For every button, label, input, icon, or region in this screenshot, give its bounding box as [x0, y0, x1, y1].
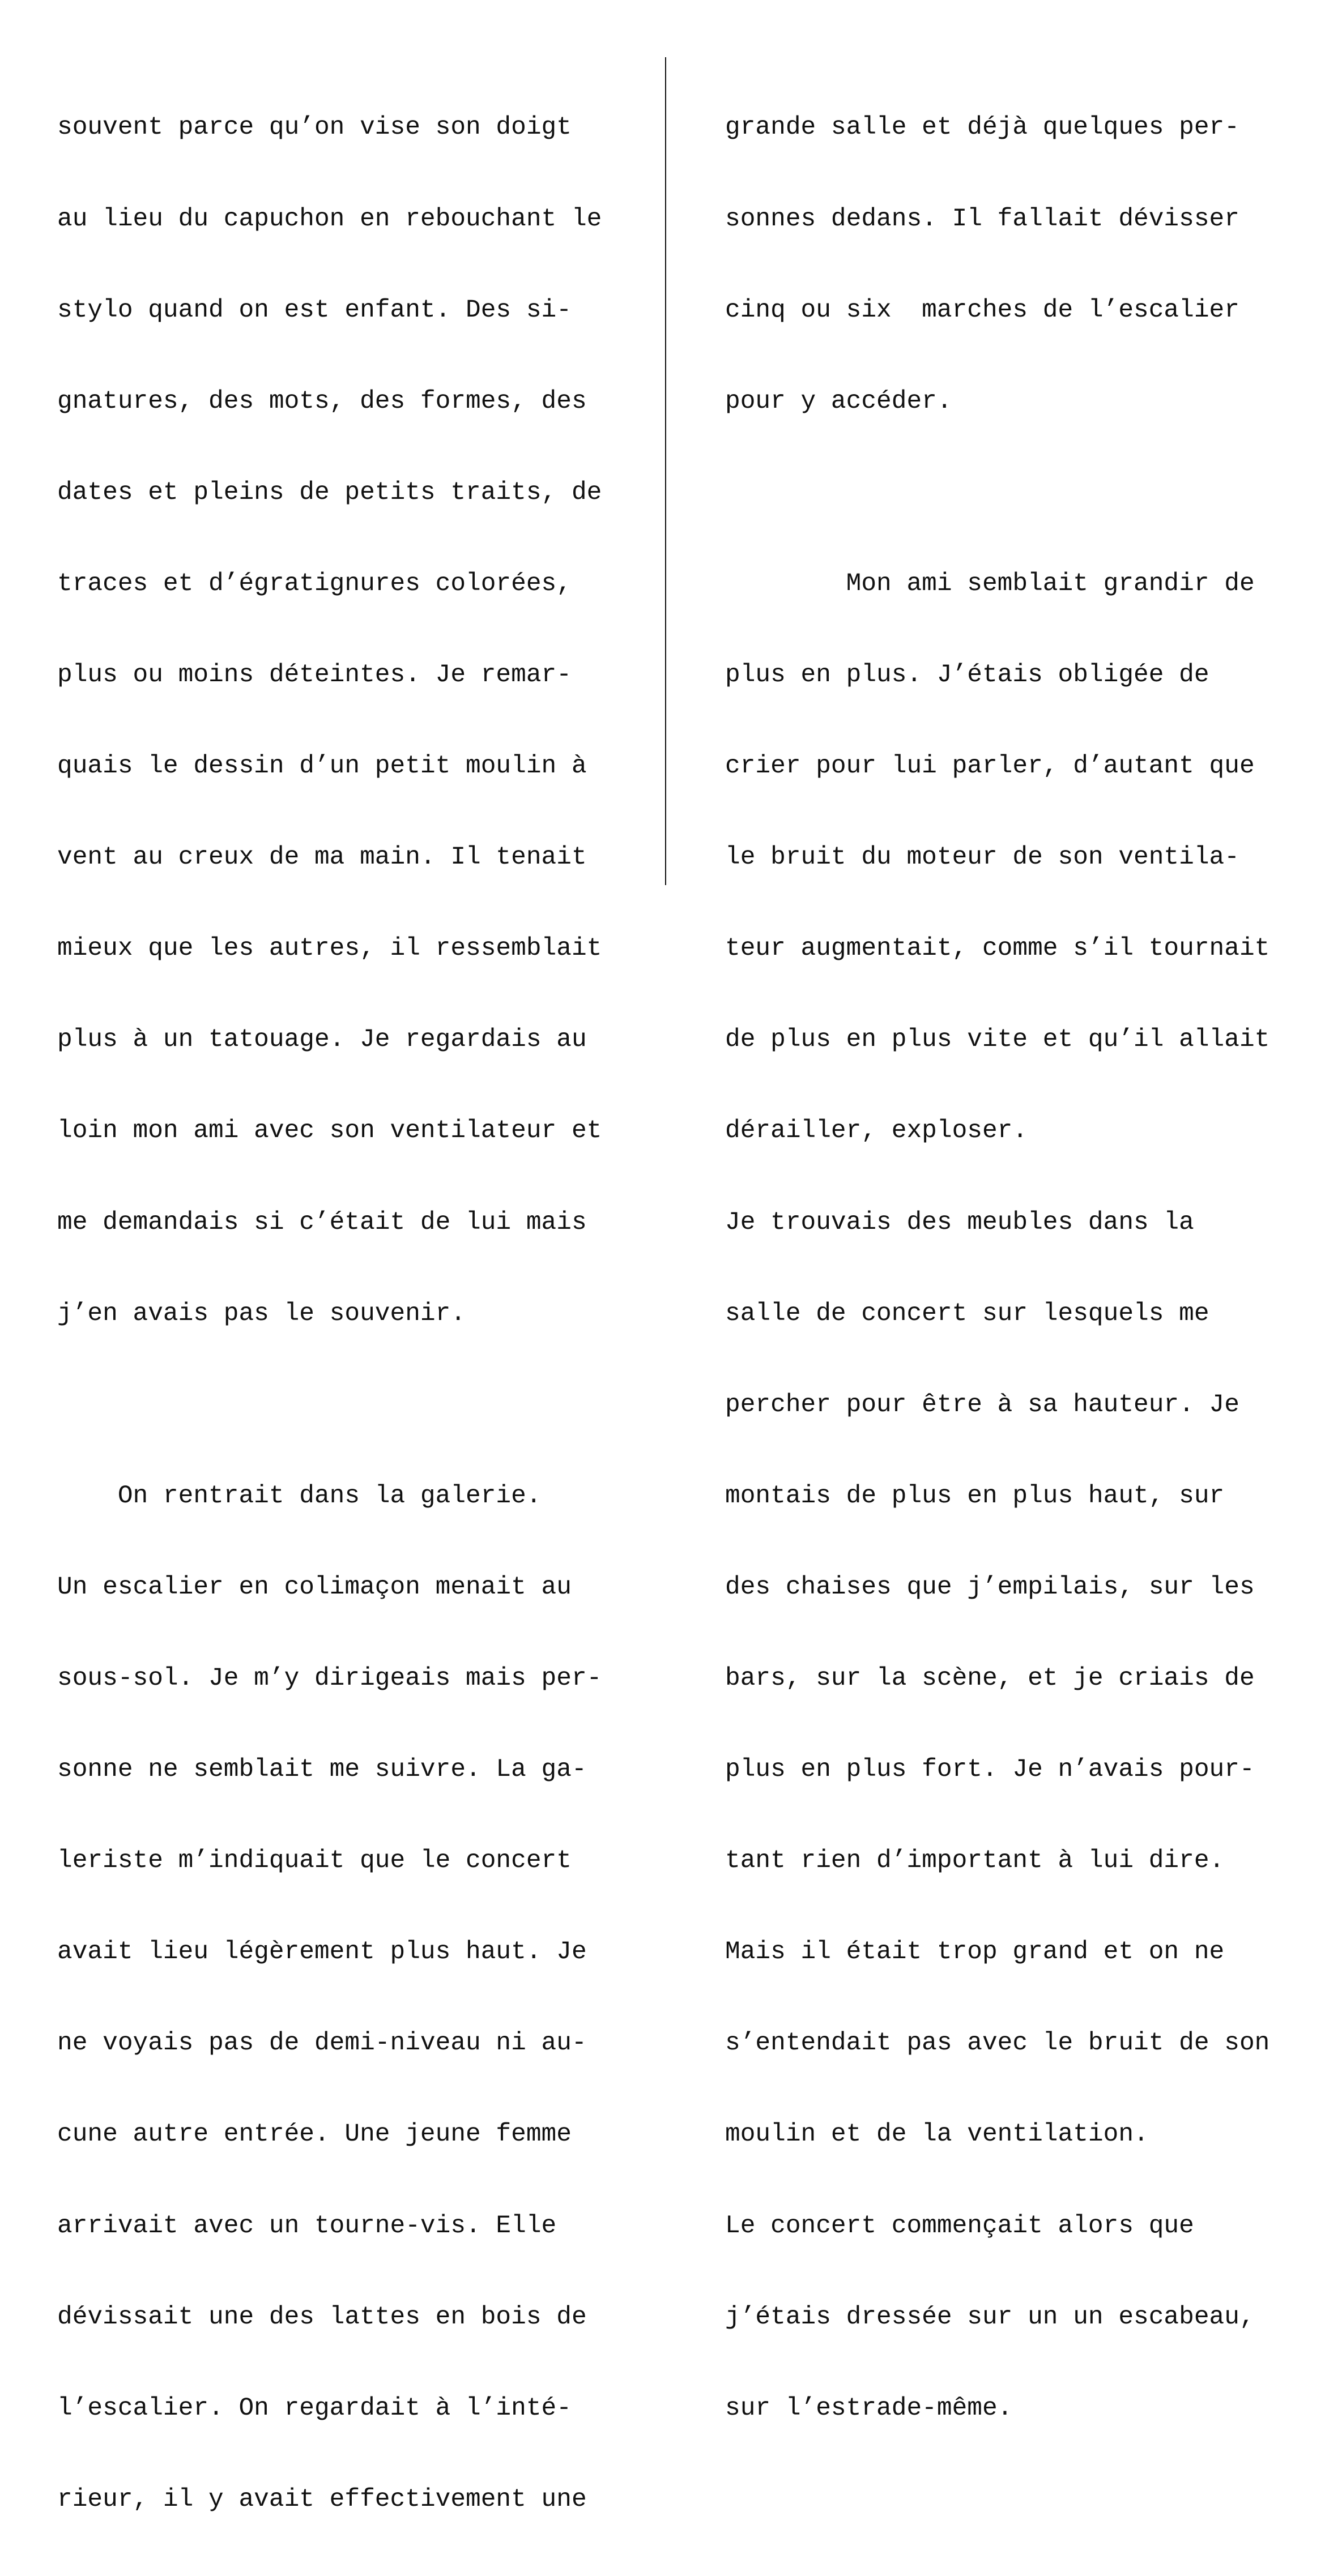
- text-line: quais le dessin d’un petit moulin à: [57, 752, 587, 781]
- text-line: le bruit du moteur de son ventila-: [725, 843, 1239, 872]
- text-line: des chaises que j’empilais, sur les: [725, 1573, 1255, 1601]
- text-line: traces et d’égratignures colorées,: [57, 569, 572, 598]
- text-line: On rentrait dans la galerie.: [57, 1481, 542, 1510]
- text-line: sonnes dedans. Il fallait dévisser: [725, 204, 1239, 233]
- text-line: pour y accéder.: [725, 387, 952, 416]
- text-line: rieur, il y avait effectivement une: [57, 2485, 587, 2514]
- text-line: s’entendait pas avec le bruit de son: [725, 2029, 1270, 2058]
- text-line: cinq ou six marches de l’escalier: [725, 296, 1239, 324]
- text-line: de plus en plus vite et qu’il allait: [725, 1026, 1270, 1054]
- text-line: j’en avais pas le souvenir.: [57, 1299, 466, 1328]
- text-line: teur augmentait, comme s’il tournait: [725, 934, 1270, 963]
- text-line: j’étais dressée sur un un escabeau,: [725, 2302, 1255, 2331]
- text-line: dates et pleins de petits traits, de: [57, 478, 602, 507]
- text-line: Mais il était trop grand et on ne: [725, 1938, 1225, 1967]
- text-line: loin mon ami avec son ventilateur et: [57, 1117, 602, 1146]
- text-line: Mon ami semblait grandir de: [725, 569, 1255, 598]
- text-line: dérailler, exploser.: [725, 1117, 1028, 1146]
- text-line: souvent parce qu’on vise son doigt: [57, 113, 572, 142]
- text-line: cune autre entrée. Une jeune femme: [57, 2120, 572, 2149]
- text-line: plus en plus. J’étais obligée de: [725, 660, 1209, 689]
- text-line: bars, sur la scène, et je criais de: [725, 1664, 1255, 1693]
- text-line: plus en plus fort. Je n’avais pour-: [725, 1755, 1255, 1784]
- text-line: vent au creux de ma main. Il tenait: [57, 843, 587, 872]
- column-divider: [665, 57, 666, 885]
- paragraph-gap: [725, 478, 1269, 509]
- text-line: percher pour être à sa hauteur. Je: [725, 1390, 1239, 1419]
- text-line: me demandais si c’était de lui mais: [57, 1208, 587, 1237]
- text-line: salle de concert sur lesquels me: [725, 1299, 1209, 1328]
- text-line: gnatures, des mots, des formes, des: [57, 387, 587, 416]
- text-line: montais de plus en plus haut, sur: [725, 1481, 1225, 1510]
- text-line: avait lieu légèrement plus haut. Je: [57, 1938, 587, 1967]
- text-line: au lieu du capuchon en rebouchant le: [57, 204, 602, 233]
- text-line: Un escalier en colimaçon menait au: [57, 1573, 572, 1601]
- right-page-text: [725, 52, 1269, 2485]
- text-line: moulin et de la ventilation.: [725, 2120, 1149, 2149]
- text-line: sonne ne semblait me suivre. La ga-: [57, 1755, 587, 1784]
- text-line: Le concert commençait alors que: [725, 2211, 1194, 2240]
- text-line: arrivait avec un tourne-vis. Elle: [57, 2211, 557, 2240]
- text-line: plus à un tatouage. Je regardais au: [57, 1026, 587, 1054]
- text-line: l’escalier. On regardait à l’inté-: [57, 2394, 572, 2423]
- text-line: ne voyais pas de demi-niveau ni au-: [57, 2029, 587, 2058]
- text-line: Je trouvais des meubles dans la: [725, 1208, 1194, 1237]
- text-line: tant rien d’important à lui dire.: [725, 1847, 1225, 1876]
- text-line: crier pour lui parler, d’autant que: [725, 752, 1255, 781]
- paragraph-gap: [57, 1390, 602, 1421]
- text-line: sur l’estrade-même.: [725, 2394, 1013, 2423]
- left-page-text: [57, 52, 602, 2576]
- text-line: grande salle et déjà quelques per-: [725, 113, 1239, 142]
- text-line: mieux que les autres, il ressemblait: [57, 934, 602, 963]
- text-line: sous-sol. Je m’y dirigeais mais per-: [57, 1664, 602, 1693]
- text-line: dévissait une des lattes en bois de: [57, 2302, 587, 2331]
- text-line: stylo quand on est enfant. Des si-: [57, 296, 572, 324]
- text-line: leriste m’indiquait que le concert: [57, 1847, 572, 1876]
- text-line: plus ou moins déteintes. Je remar-: [57, 660, 572, 689]
